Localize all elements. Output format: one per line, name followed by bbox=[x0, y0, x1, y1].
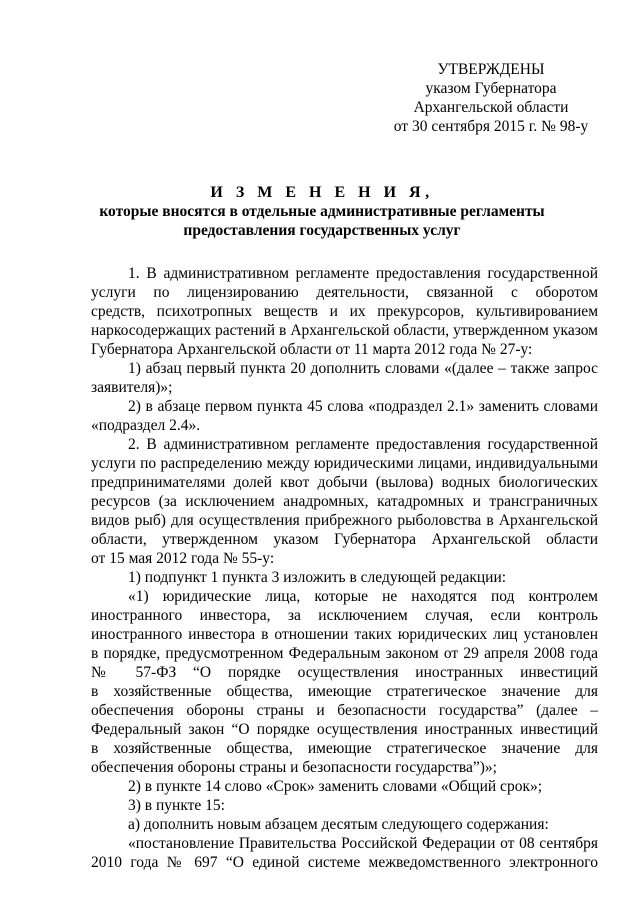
body-text-line: 1) абзац первый пункта 20 дополнить словами «(далее – также запрос bbox=[128, 360, 598, 377]
body-text-line: «подраздел 2.4». bbox=[91, 417, 201, 434]
body-text-line: от 15 мая 2012 года № 55-у: bbox=[91, 550, 275, 567]
body-text-line: ресурсов (за исключением анадромных, катадромных и трансграничных bbox=[91, 493, 598, 510]
body-text-line: 1) подпункт 1 пункта 3 изложить в следующей редакции: bbox=[128, 569, 507, 586]
body-text-line: в порядке, предусмотренном Федеральным законом от 29 апреля 2008 года bbox=[91, 645, 598, 662]
body-text-line: услуги по распределению между юридическими лицами, индивидуальными bbox=[91, 455, 598, 472]
body-text-line: 3) в пункте 15: bbox=[128, 797, 225, 814]
body-text-line: заявителя)»; bbox=[91, 379, 173, 396]
body-text-line: в хозяйственные общества, имеющие стратегическое значение для bbox=[91, 740, 598, 757]
approval-date: от 30 сентября 2015 г. № 98-у bbox=[393, 118, 589, 135]
body-text-line: № 57-ФЗ “О порядке осуществления иностранных инвестиций bbox=[91, 664, 598, 681]
document-title: И З М Е Н Е Н И Я, bbox=[210, 184, 434, 201]
body-text-line: «постановление Правительства Российской Федерации от 08 сентября bbox=[128, 835, 598, 852]
body-text-line: 2) в пункте 14 слово «Срок» заменить словами «Общий срок»; bbox=[128, 778, 543, 795]
body-text-line: 2010 года № 697 “О единой системе межведомственного электронного bbox=[91, 854, 598, 871]
document-body bbox=[91, 264, 598, 872]
body-text-line: иностранного инвестора в отношении таких юридических лиц установлен bbox=[91, 626, 598, 643]
approval-region: Архангельской области bbox=[413, 99, 569, 116]
body-text-line: видов рыб) для осуществления прибрежного рыболовства в Архангельской bbox=[91, 512, 598, 529]
document-subtitle-line1: которые вносятся в отдельные административные регламенты bbox=[99, 203, 545, 220]
body-text-line: 2. В административном регламенте предоставления государственной bbox=[128, 436, 598, 453]
body-text-line: Губернатора Архангельской области от 11 марта 2012 года № 27-у: bbox=[91, 341, 533, 358]
body-text-line: области, утвержденном указом Губернатора Архангельской области bbox=[91, 531, 598, 548]
document-subtitle-line2: предоставления государственных услуг bbox=[183, 222, 461, 239]
approval-issuer: указом Губернатора bbox=[425, 80, 557, 97]
body-text-line: услуги по лицензированию деятельности, связанной с оборотом bbox=[91, 284, 598, 301]
body-text-line: предпринимателями долей квот добычи (вылова) водных биологических bbox=[91, 474, 598, 491]
document-heading bbox=[90, 183, 554, 240]
body-text-line: 1. В административном регламенте предоставления государственной bbox=[128, 265, 598, 282]
body-text-line: Федеральный закон “О порядке осуществления иностранных инвестиций bbox=[91, 721, 598, 738]
body-text-line: иностранного инвестора, за исключением случая, если контроль bbox=[91, 607, 598, 624]
approval-stamp-block bbox=[380, 60, 602, 136]
body-text-line: а) дополнить новым абзацем десятым следующего содержания: bbox=[128, 816, 549, 833]
approval-title: УТВЕРЖДЕНЫ bbox=[437, 61, 545, 78]
body-text-line: обеспечения обороны страны и безопасности государства” (далее – bbox=[91, 702, 598, 719]
body-text-line: наркосодержащих растений в Архангельской области, утвержденном указом bbox=[91, 322, 598, 339]
body-text-line: средств, психотропных веществ и их прекурсоров, культивированием bbox=[91, 303, 598, 320]
body-text-line: 2) в абзаце первом пункта 45 слова «подраздел 2.1» заменить словами bbox=[128, 398, 598, 415]
body-text-line: в хозяйственные общества, имеющие стратегическое значение для bbox=[91, 683, 598, 700]
body-text-line: «1) юридические лица, которые не находятся под контролем bbox=[128, 588, 598, 605]
body-text-line: обеспечения обороны страны и безопасности государства”)»; bbox=[91, 759, 497, 776]
